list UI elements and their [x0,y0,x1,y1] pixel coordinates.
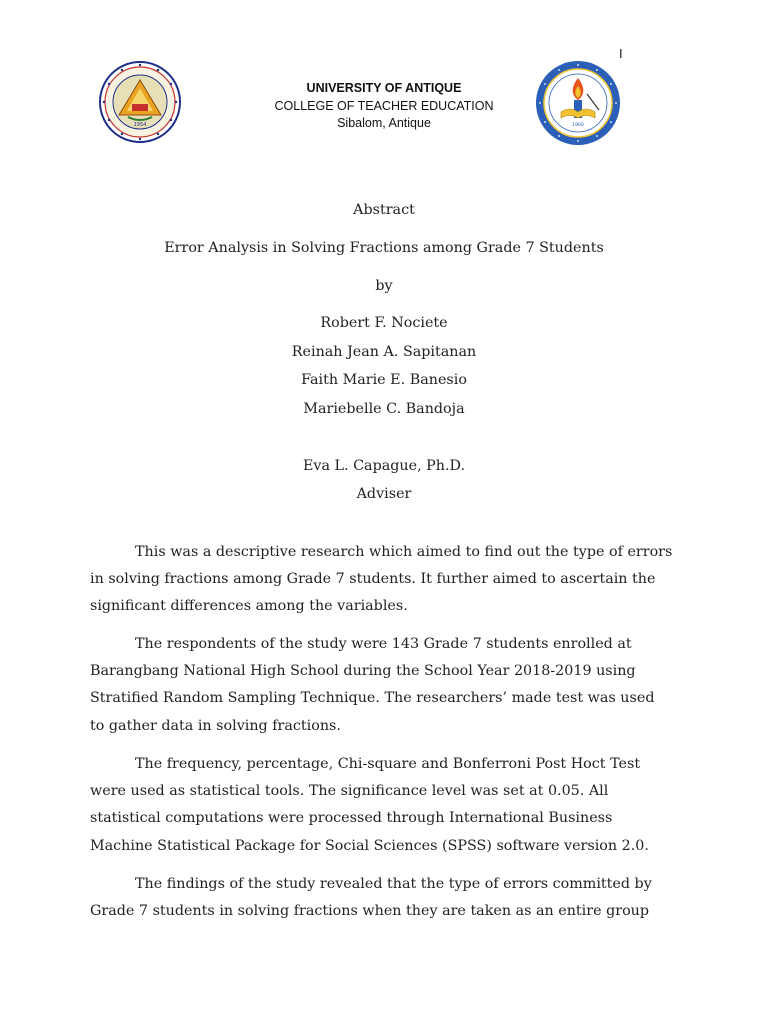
abstract-label: Abstract [353,202,415,218]
author-name: Faith Marie E. Banesio [301,372,467,388]
abstract-paragraph-1 [90,539,680,621]
by-label: by [375,278,393,294]
paragraph-line: This was a descriptive research which aimed to find out the type of errors [135,544,673,560]
paragraph-line: statistical computations were processed through International Business [90,810,613,827]
paragraph-line: The respondents of the study were 143 Grade 7 students enrolled at [135,636,632,652]
page-number: I [619,46,623,61]
paragraph-line: were used as statistical tools. The significance level was set at 0.05. All [90,783,609,800]
author-name: Mariebelle C. Bandoja [303,401,465,417]
author-name: Robert F. Nociete [320,315,448,331]
paragraph-line: The findings of the study revealed that the type of errors committed by [135,876,652,892]
campus-location: Sibalom, Antique [337,116,431,130]
university-name: UNIVERSITY OF ANTIQUE [306,81,462,95]
adviser-name: Eva L. Capague, Ph.D. [302,458,466,474]
paragraph-line: The frequency, percentage, Chi-square and Bonferroni Post Hoct Test [135,756,641,772]
paragraph-line: Machine Statistical Package for Social Sciences (SPSS) software version 2.0. [90,837,649,854]
author-name: Reinah Jean A. Sapitanan [291,344,477,360]
paragraph-line: Grade 7 students in solving fractions when they are taken as an entire group [90,903,650,920]
paragraph-line: Stratified Random Sampling Technique. The researchers’ made test was used [90,690,655,707]
adviser-label: Adviser [356,486,412,502]
abstract-paragraph-4 [90,871,680,925]
paragraph-line: in solving fractions among Grade 7 students. It further aimed to ascertain the [90,571,656,588]
abstract-paragraph-3 [90,751,680,860]
paragraph-line: Barangbang National High School during the School Year 2018-2019 using [90,663,636,680]
abstract-paragraph-2 [90,631,680,740]
document-title: Error Analysis in Solving Fractions among Grade 7 Students [164,240,604,256]
college-name: COLLEGE OF TEACHER EDUCATION [274,98,494,113]
svg-text:1954: 1954 [133,122,147,128]
paragraph-line: significant differences among the variables. [90,598,408,615]
paragraph-line: to gather data in solving fractions. [90,717,341,734]
svg-text:1960: 1960 [572,123,584,128]
institution-header [0,80,768,133]
